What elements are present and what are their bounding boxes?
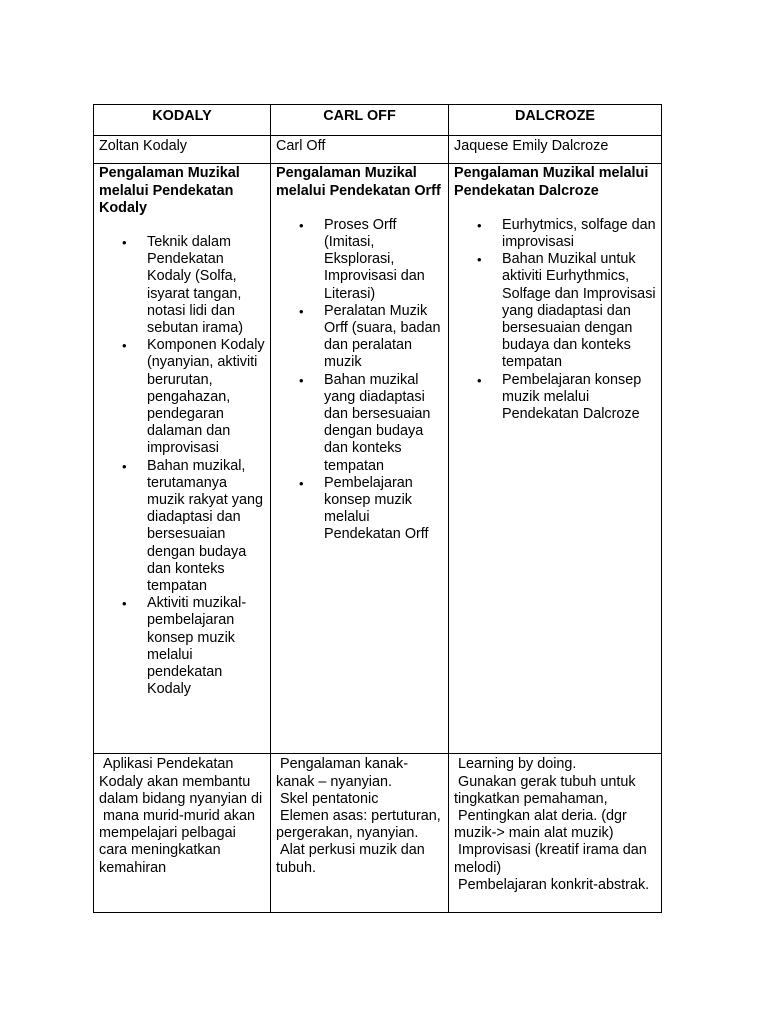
application-line: Gunakan gerak tubuh untuk tingkatkan pemahaman, <box>454 773 640 807</box>
header-dalcroze: DALCROZE <box>449 105 662 136</box>
subtitle-kodaly: Pengalaman Muzikal melalui Pendekatan Kodaly <box>99 165 240 216</box>
application-dalcroze <box>449 754 662 913</box>
application-line: Learning by doing. <box>454 756 577 773</box>
application-line: Improvisasi (kreatif irama dan melodi) <box>454 842 651 876</box>
bullet-item: • Bahan muzikal yang diadaptasi dan bersesuaian dengan budaya dan konteks tempatan <box>324 372 443 475</box>
bullet-item: • Proses Orff (Imitasi, Eksplorasi, Improvisasi dan Literasi) <box>324 217 443 303</box>
bullet-item: • Teknik dalam Pendekatan Kodaly (Solfa, isyarat tangan, notasi lidi dan sebutan irama) <box>147 234 265 337</box>
application-line: Skel pentatonic <box>276 790 379 807</box>
name-kodaly: Zoltan Kodaly <box>94 136 271 164</box>
header-row <box>94 105 662 136</box>
name-row <box>94 136 662 164</box>
application-line: Elemen asas: pertuturan, pergerakan, nyanyian. <box>276 808 445 842</box>
header-kodaly: KODALY <box>94 105 271 136</box>
content-row <box>94 164 662 754</box>
bullet-item: • Peralatan Muzik Orff (suara, badan dan peralatan muzik <box>324 303 443 372</box>
name-dalcroze: Jaquese Emily Dalcroze <box>449 136 662 164</box>
bullet-item: • Komponen Kodaly (nyanyian, aktiviti berurutan, pengahazan, pendegaran dalaman dan improvisasi <box>147 337 265 457</box>
bullet-item: • Aktiviti muzikal-pembelajaran konsep muzik melalui pendekatan Kodaly <box>147 595 265 698</box>
application-row <box>94 754 662 913</box>
bullet-item: • Pembelajaran konsep muzik melalui Pendekatan Dalcroze <box>502 372 656 424</box>
application-line: Aplikasi Pendekatan Kodaly akan membantu dalam bidang nyanyian di <box>99 756 263 807</box>
application-line: Pengalaman kanak-kanak – nyanyian. <box>276 756 408 790</box>
bullet-item: • Bahan muzikal, terutamanya muzik rakyat yang diadaptasi dan bersesuaian dengan budaya dan konteks tempatan <box>147 458 265 596</box>
content-dalcroze <box>449 164 662 754</box>
comparison-table <box>93 104 662 913</box>
application-orff <box>271 754 449 913</box>
content-carl-off <box>271 164 449 754</box>
bullet-item: • Eurhytmics, solfage dan improvisasi <box>502 217 656 251</box>
subtitle-orff: Pengalaman Muzikal melalui Pendekatan Orff <box>276 165 441 199</box>
bullet-list-orff <box>276 217 443 544</box>
application-kodaly <box>94 754 271 913</box>
application-line: Alat perkusi muzik dan tubuh. <box>276 842 429 876</box>
application-line: mana murid-murid akan mempelajari pelbagai cara meningkatkan kemahiran <box>99 808 259 876</box>
subtitle-dalcroze: Pengalaman Muzikal melalui Pendekatan Dalcroze <box>454 165 649 199</box>
name-carl-off: Carl Off <box>271 136 449 164</box>
application-line: Pentingkan alat deria. (dgr muzik-> main alat muzik) <box>454 808 631 842</box>
content-kodaly <box>94 164 271 754</box>
bullet-list-kodaly <box>99 234 265 698</box>
application-line: Pembelajaran konkrit-abstrak. <box>454 876 650 893</box>
bullet-item: • Bahan Muzikal untuk aktiviti Eurhythmics, Solfage dan Improvisasi yang diadaptasi dan bersesuaian dengan budaya dan konteks tempatan <box>502 251 656 371</box>
bullet-list-dalcroze <box>454 217 656 423</box>
bullet-item: • Pembelajaran konsep muzik melalui Pendekatan Orff <box>324 475 443 544</box>
header-carl-off: CARL OFF <box>271 105 449 136</box>
